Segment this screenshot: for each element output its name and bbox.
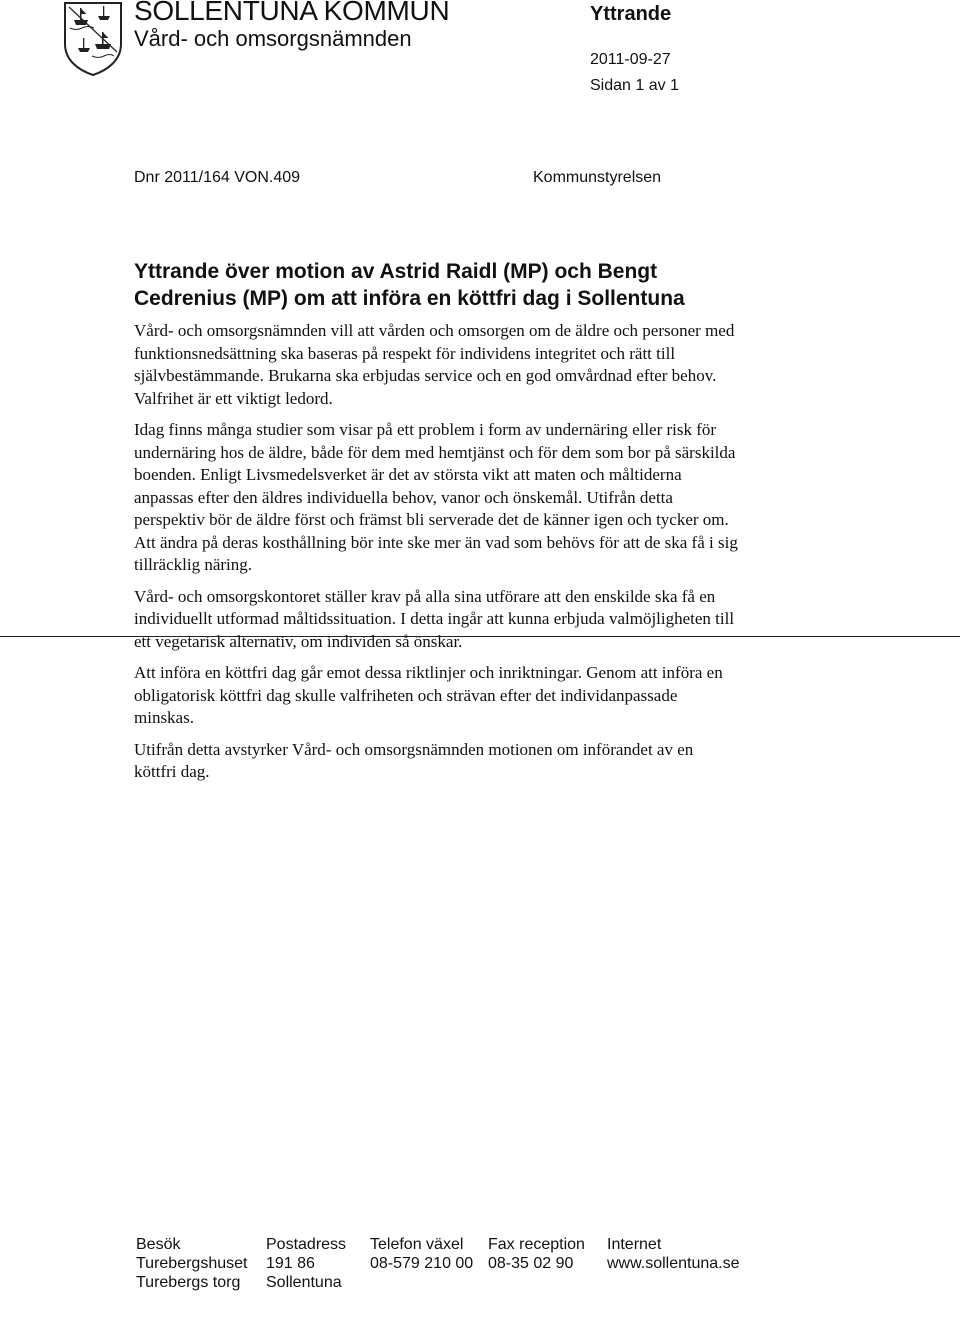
footer-visit-heading: Besök bbox=[136, 1236, 181, 1253]
coat-of-arms-logo bbox=[62, 0, 124, 76]
footer-phone bbox=[370, 1235, 473, 1273]
footer-fax-heading: Fax reception bbox=[488, 1236, 585, 1253]
footer-phone-heading: Telefon växel bbox=[370, 1236, 464, 1253]
document-date: 2011-09-27 bbox=[590, 51, 671, 68]
footer-web bbox=[607, 1235, 740, 1273]
footer-postal-heading: Postadress bbox=[266, 1236, 347, 1253]
page-number: Sidan 1 av 1 bbox=[590, 77, 679, 94]
document-title: Yttrande över motion av Astrid Raidl (MP) och Bengt Cedrenius (MP) om att införa en köttfri dag i Sollentuna bbox=[134, 260, 685, 310]
footer-fax bbox=[488, 1235, 585, 1273]
footer-postal bbox=[266, 1235, 346, 1292]
horizontal-rule bbox=[0, 636, 960, 637]
footer-phone-number: 08-579 210 00 bbox=[370, 1255, 474, 1272]
footer-postal-line: Sollentuna bbox=[266, 1274, 342, 1291]
footer-visit bbox=[136, 1235, 247, 1292]
paragraph: Vård- och omsorgskontoret ställer krav på alla sina utförare att den enskilde ska få en individuellt utformad måltidssituation. I detta ingår att kunna erbjuda valmöjligheten till ett vegetarisk alternativ, om individen så önskar. bbox=[134, 586, 735, 651]
organization-department: Vård- och omsorgsnämnden bbox=[134, 26, 412, 51]
paragraph: Idag finns många studier som visar på ett problem i form av undernäring eller risk för undernäring hos de äldre, både för dem med hemtjänst och för dem som bor på särskilda boenden. Enligt Livsmedelsverket är det av största vikt att maten och måltiderna anpassas efter den äldres individuella behov, vanor och önskemål. Utifrån detta perspektiv bör de äldre först och främst bli serverade det de känner igen och tycker om. Att ändra på deras kosthållning bör inte ske mer än vad som behövs för att de ska få i sig tillräcklig näring. bbox=[134, 420, 738, 574]
footer-web-link[interactable]: www.sollentuna.se bbox=[607, 1255, 740, 1272]
footer-web-heading: Internet bbox=[607, 1236, 662, 1253]
paragraph: Vård- och omsorgsnämnden vill att vården och omsorgen om de äldre och personer med funktionsnedsättning ska baseras på respekt för individens integritet och rätt till självbestämmande. Brukarna ska erbjudas service och en god omvårdnad efter behov. Valfrihet är ett viktigt ledord. bbox=[134, 321, 735, 408]
paragraph: Utifrån detta avstyrker Vård- och omsorgsnämnden motionen om införandet av en köttfri dag. bbox=[134, 739, 694, 781]
footer-fax-number: 08-35 02 90 bbox=[488, 1255, 574, 1272]
recipient: Kommunstyrelsen bbox=[533, 169, 662, 186]
document-body bbox=[134, 320, 739, 793]
footer-visit-line: Turebergshuset bbox=[136, 1255, 248, 1272]
organization-name: SOLLENTUNA KOMMUN bbox=[134, 0, 450, 26]
reference-number: Dnr 2011/164 VON.409 bbox=[134, 169, 301, 186]
footer-postal-line: 191 86 bbox=[266, 1255, 315, 1272]
footer-visit-line: Turebergs torg bbox=[136, 1274, 241, 1291]
paragraph: Att införa en köttfri dag går emot dessa riktlinjer och inriktningar. Genom att införa en obligatorisk köttfri dag skulle valfriheten och strävan efter det individanpassade minskas. bbox=[134, 663, 723, 727]
document-type: Yttrande bbox=[590, 3, 672, 25]
